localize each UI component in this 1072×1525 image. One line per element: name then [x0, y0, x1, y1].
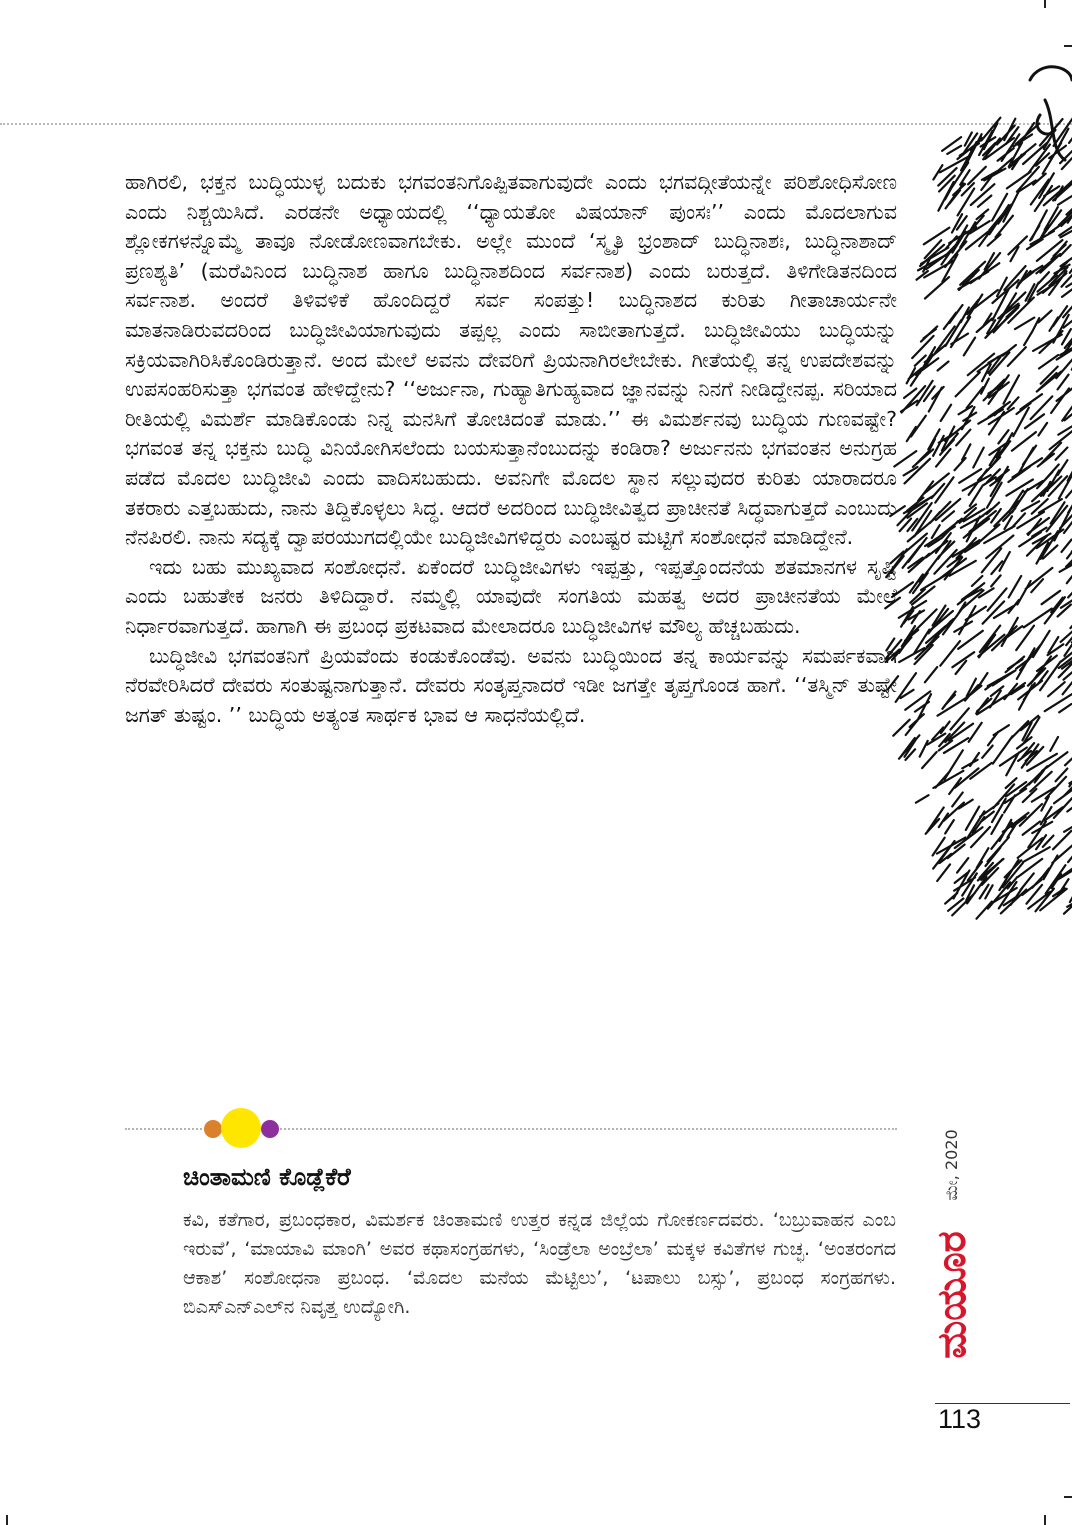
- article-body: [125, 168, 897, 730]
- crop-mark: [1044, 0, 1046, 8]
- crop-mark: [1064, 45, 1072, 47]
- issue-date: ಮೇ, 2020: [942, 1129, 961, 1201]
- yellow-dot: [221, 1108, 261, 1148]
- article-paragraph: ಹಾಗಿರಲಿ, ಭಕ್ತನ ಬುದ್ಧಿಯುಳ್ಳ ಬದುಕು ಭಗವಂತನಿಗೊಪ್ಪಿತವಾಗುವುದೇ ಎಂದು ಭಗವದ್ಗೀತೆಯನ್ನೇ ಪರಿಶೋಧಿಸೋಣ ಎಂದು ನಿಶ್ಚಯಿಸಿದೆ. ಎರಡನೇ ಅಧ್ಯಾಯದಲ್ಲಿ ‘‘ಧ್ಯಾಯತೋ ವಿಷಯಾನ್ ಪುಂಸಃ’’ ಎಂದು ಮೊದಲಾಗುವ ಶ್ಲೋಕಗಳನ್ನೊಮ್ಮೆ ತಾವೂ ನೋಡೋಣವಾಗಬೇಕು. ಅಲ್ಲೇ ಮುಂದೆ ‘ಸ್ಮೃತಿ ಭ್ರಂಶಾದ್ ಬುದ್ಧಿನಾಶಃ, ಬುದ್ಧಿನಾಶಾದ್ ಪ್ರಣಶ್ಯತಿ’ (ಮರೆವಿನಿಂದ ಬುದ್ಧಿನಾಶ ಹಾಗೂ ಬುದ್ಧಿನಾಶದಿಂದ ಸರ್ವನಾಶ) ಎಂದು ಬರುತ್ತದೆ. ತಿಳಿಗೇಡಿತನದಿಂದ ಸರ್ವನಾಶ. ಅಂದರೆ ತಿಳಿವಳಿಕೆ ಹೊಂದಿದ್ದರೆ ಸರ್ವ ಸಂಪತ್ತು! ಬುದ್ಧಿನಾಶದ ಕುರಿತು ಗೀತಾಚಾರ್ಯನೇ ಮಾತನಾಡಿರುವದರಿಂದ ಬುದ್ಧಿಜೀವಿಯಾಗುವುದು ತಪ್ಪಲ್ಲ ಎಂದು ಸಾಬೀತಾಗುತ್ತದೆ. ಬುದ್ಧಿಜೀವಿಯು ಬುದ್ಧಿಯನ್ನು ಸಕ್ರಿಯವಾಗಿರಿಸಿಕೊಂಡಿರುತ್ತಾನೆ. ಅಂದ ಮೇಲೆ ಅವನು ದೇವರಿಗೆ ಪ್ರಿಯನಾಗಿರಲೇಬೇಕು. ಗೀತೆಯಲ್ಲಿ ತನ್ನ ಉಪದೇಶವನ್ನು ಉಪಸಂಹರಿಸುತ್ತಾ ಭಗವಂತ ಹೇಳಿದ್ದೇನು? ‘‘ಅರ್ಜುನಾ, ಗುಹ್ಯಾತಿಗುಹ್ಯವಾದ ಜ್ಞಾನವನ್ನು ನಿನಗೆ ನೀಡಿದ್ದೇನಪ್ಪ. ಸರಿಯಾದ ರೀತಿಯಲ್ಲಿ ವಿಮರ್ಶೆ ಮಾಡಿಕೊಂಡು ನಿನ್ನ ಮನಸಿಗೆ ತೋಚಿದಂತೆ ಮಾಡು.’’ ಈ ವಿಮರ್ಶನವು ಬುದ್ಧಿಯ ಗುಣವಷ್ಟೇ? ಭಗವಂತ ತನ್ನ ಭಕ್ತನು ಬುದ್ಧಿ ವಿನಿಯೋಗಿಸಲೆಂದು ಬಯಸುತ್ತಾನೆಂಬುದನ್ನು ಕಂಡಿರಾ? ಅರ್ಜುನನು ಭಗವಂತನ ಅನುಗ್ರಹ ಪಡೆದ ಮೊದಲ ಬುದ್ಧಿಜೀವಿ ಎಂದು ವಾದಿಸಬಹುದು. ಅವನಿಗೇ ಮೊದಲ ಸ್ಥಾನ ಸಲ್ಲುವುದರ ಕುರಿತು ಯಾರಾದರೂ ತಕರಾರು ಎತ್ತಬಹುದು, ನಾನು ತಿದ್ದಿಕೊಳ್ಳಲು ಸಿದ್ಧ. ಆದರೆ ಅದರಿಂದ ಬುದ್ಧಿಜೀವಿತ್ವದ ಪ್ರಾಚೀನತೆ ಸಿದ್ಧವಾಗುತ್ತದೆ ಎಂಬುದು ನೆನಪಿರಲಿ. ನಾನು ಸದ್ಯಕ್ಕೆ ದ್ವಾಪರಯುಗದಲ್ಲಿಯೇ ಬುದ್ಧಿಜೀವಿಗಳಿದ್ದರು ಎಂಬಷ್ಟರ ಮಟ್ಟಿಗೆ ಸಂಶೋಧನೆ ಮಾಡಿದ್ದೇನೆ.: [125, 170, 897, 550]
- page-number: 113: [938, 1404, 982, 1434]
- author-bio: ಕವಿ, ಕತೆಗಾರ, ಪ್ರಬಂಧಕಾರ, ವಿಮರ್ಶಕ ಚಿಂತಾಮಣಿ ಉತ್ತರ ಕನ್ನಡ ಜಿಲ್ಲೆಯ ಗೋಕರ್ಣದವರು. ‘ಬಬ್ರುವಾಹನ ಎಂಬ ಇರುವೆ’, ‘ಮಾಯಾವಿ ಮಾಂಗಿ’ ಅವರ ಕಥಾಸಂಗ್ರಹಗಳು, ‘ಸಿಂಡ್ರೆಲಾ ಅಂಬ್ರೆಲಾ’ ಮಕ್ಕಳ ಕವಿತೆಗಳ ಗುಚ್ಛ. ‘ಅಂತರಂಗದ ಆಕಾಶ’ ಸಂಶೋಧನಾ ಪ್ರಬಂಧ. ‘ಮೊದಲ ಮನೆಯ ಮೆಟ್ಟಿಲು’, ‘ಟಪಾಲು ಬಸ್ಸು’, ಪ್ರಬಂಧ ಸಂಗ್ರಹಗಳು. ಬಿಎಸ್ಎನ್ಎಲ್‌ನ ನಿವೃತ್ತ ಉದ್ಯೋಗಿ.: [183, 1209, 896, 1318]
- crop-mark: [6, 1515, 8, 1525]
- crop-mark: [1064, 1496, 1072, 1498]
- article-paragraph: ಬುದ್ಧಿಜೀವಿ ಭಗವಂತನಿಗೆ ಪ್ರಿಯವೆಂದು ಕಂಡುಕೊಂಡೆವು. ಅವನು ಬುದ್ಧಿಯಿಂದ ತನ್ನ ಕಾರ್ಯವನ್ನು ಸಮರ್ಪಕವಾಗಿ ನೆರವೇರಿಸಿದರೆ ದೇವರು ಸಂತುಷ್ಟನಾಗುತ್ತಾನೆ. ದೇವರು ಸಂತೃಪ್ತನಾದರೆ ಇಡೀ ಜಗತ್ತೇ ತೃಪ್ತಗೊಂಡ ಹಾಗೆ. ‘‘ತಸ್ಮಿನ್ ತುಷ್ಟೇ ಜಗತ್ ತುಷ್ಟಂ. ’’ ಬುದ್ಧಿಯ ಅತ್ಯಂತ ಸಾರ್ಥಕ ಭಾವ ಆ ಸಾಧನೆಯಲ್ಲಿದೆ.: [125, 643, 897, 727]
- crop-mark: [1044, 1515, 1046, 1525]
- purple-dot: [261, 1120, 279, 1138]
- magazine-name: ಮಯೂರ: [929, 1231, 975, 1359]
- orange-dot: [204, 1120, 222, 1138]
- ink-illustration: [880, 60, 1072, 940]
- article-paragraph: ಇದು ಬಹು ಮುಖ್ಯವಾದ ಸಂಶೋಧನೆ. ಏಕೆಂದರೆ ಬುದ್ಧಿಜೀವಿಗಳು ಇಪ್ಪತ್ತು, ಇಪ್ಪತ್ತೊಂದನೆಯ ಶತಮಾನಗಳ ಸೃಷ್ಟಿ ಎಂದು ಬಹುತೇಕ ಜನರು ತಿಳಿದಿದ್ದಾರೆ. ನಮ್ಮಲ್ಲಿ ಯಾವುದೇ ಸಂಗತಿಯ ಮಹತ್ವ ಅದರ ಪ್ರಾಚೀನತೆಯ ಮೇಲೆ ನಿರ್ಧಾರವಾಗುತ್ತದೆ. ಹಾಗಾಗಿ ಈ ಪ್ರಬಂಧ ಪ್ರಕಟವಾದ ಮೇಲಾದರೂ ಬುದ್ಧಿಜೀವಿಗಳ ಮೌಲ್ಯ ಹೆಚ್ಚಬಹುದು.: [125, 554, 897, 638]
- author-name: ಚಿಂತಾಮಣಿ ಕೊಡ್ಲೆಕೆರೆ: [183, 1163, 351, 1191]
